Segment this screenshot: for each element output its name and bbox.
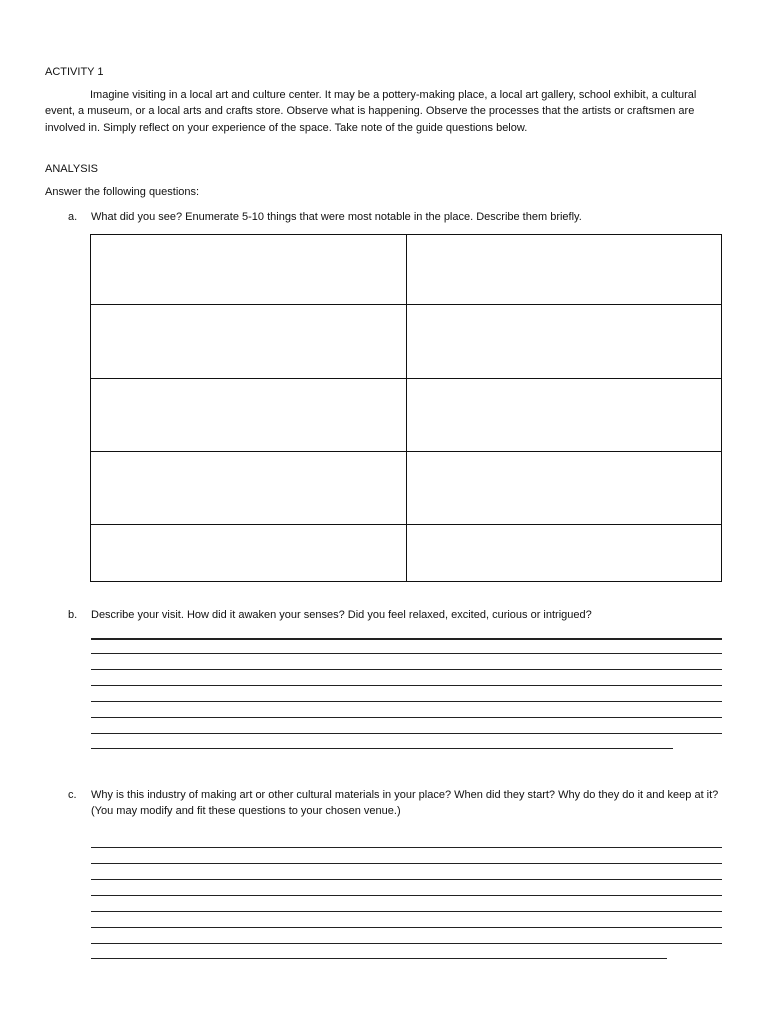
question-a-letter: a.	[68, 211, 78, 223]
answer-cell[interactable]	[91, 379, 406, 451]
question-a-text: What did you see? Enumerate 5-10 things that were most notable in the place. Describe them briefly.	[91, 211, 582, 223]
answer-cell[interactable]	[91, 525, 406, 581]
answer-cell[interactable]	[91, 235, 406, 304]
answer-line[interactable]	[91, 701, 722, 702]
analysis-heading: ANALYSIS	[45, 163, 98, 175]
answer-line[interactable]	[91, 958, 667, 959]
question-b-text: Describe your visit. How did it awaken your senses? Did you feel relaxed, excited, curious or intrigued?	[91, 609, 592, 621]
answer-cell[interactable]	[406, 235, 722, 304]
grid-row	[91, 524, 721, 581]
answer-line[interactable]	[91, 685, 722, 686]
answer-line[interactable]	[91, 879, 722, 880]
answer-line[interactable]	[91, 748, 673, 749]
answer-line[interactable]	[91, 927, 722, 928]
grid-row	[91, 235, 721, 304]
question-c-letter: c.	[68, 789, 77, 801]
grid-row	[91, 451, 721, 524]
answer-line[interactable]	[91, 895, 722, 896]
answer-line[interactable]	[91, 911, 722, 912]
activity-title: ACTIVITY 1	[45, 66, 104, 78]
activity-intro	[45, 87, 725, 136]
answer-line[interactable]	[91, 638, 722, 640]
answer-line[interactable]	[91, 733, 722, 734]
answer-cell[interactable]	[406, 305, 722, 378]
answer-cell[interactable]	[91, 305, 406, 378]
answer-line[interactable]	[91, 669, 722, 670]
answer-line[interactable]	[91, 847, 722, 848]
answer-line[interactable]	[91, 653, 722, 654]
analysis-instruction: Answer the following questions:	[45, 186, 200, 198]
answer-grid	[90, 234, 722, 582]
answer-cell[interactable]	[406, 525, 722, 581]
question-c-text: Why is this industry of making art or other cultural materials in your place? When did they start? Why do they do it and keep at it? (You may modify and fit these questions to your chosen venue.)	[91, 789, 719, 818]
grid-row	[91, 378, 721, 451]
answer-line[interactable]	[91, 863, 722, 864]
intro-text: Imagine visiting in a local art and culture center. It may be a pottery-making place, a local art gallery, school exhibit, a cultural event, a museum, or a local arts and crafts store. Observe what is happening. Observe the processes that the artists or craftsmen are involved in. Simply reflect on your experience of the space. Take note of the guide questions below.	[45, 89, 697, 134]
answer-cell[interactable]	[406, 379, 722, 451]
answer-cell[interactable]	[406, 452, 722, 524]
answer-line[interactable]	[91, 717, 722, 718]
question-b-letter: b.	[68, 609, 78, 621]
answer-cell[interactable]	[91, 452, 406, 524]
grid-row	[91, 304, 721, 378]
answer-line[interactable]	[91, 943, 722, 944]
